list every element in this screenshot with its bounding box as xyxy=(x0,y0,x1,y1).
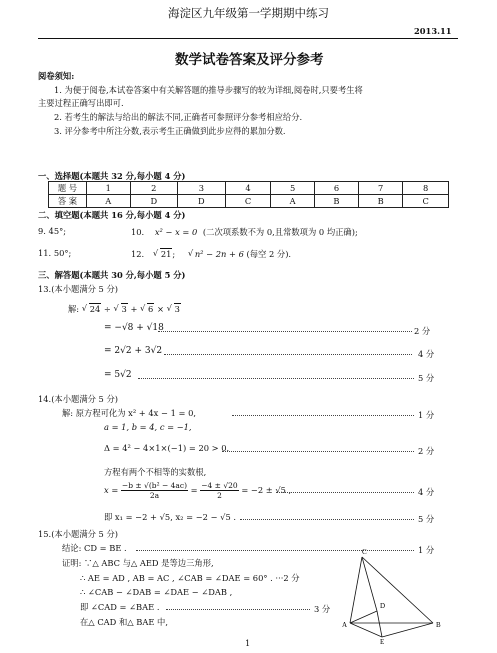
table-cell: 8 xyxy=(403,182,449,195)
table-cell: B xyxy=(314,195,358,208)
q13-solve-label: 解: xyxy=(68,304,80,314)
exam-header: 海淀区九年级第一学期期中练习 xyxy=(168,6,329,20)
table-cell: C xyxy=(225,195,271,208)
q14-mark-1: 1 分 xyxy=(418,410,435,420)
answer-q11: 11. 50°; xyxy=(38,248,72,258)
q15-line-5: 即 ∠CAD = ∠BAE . xyxy=(80,602,160,612)
table-cell: D xyxy=(130,195,178,208)
table-cell: C xyxy=(403,195,449,208)
sqrt-3: √ 3 xyxy=(114,304,128,314)
q15-line-1: 结论: CD = BE . xyxy=(62,543,127,553)
edge-be xyxy=(382,623,433,637)
q15-line-4: ∴ ∠CAB − ∠DAB = ∠DAE − ∠DAB , xyxy=(80,587,233,597)
section-fill-title: 二、填空题(本题共 16 分,每小题 4 分) xyxy=(38,210,186,220)
exam-date: 2013.11 xyxy=(414,26,452,36)
sqrt-3b: √ 3 xyxy=(167,304,181,314)
dotted-leader xyxy=(276,492,414,493)
q12-value-b: n² − 2n + 6 xyxy=(194,249,244,259)
q10-equation: x² − x = 0 xyxy=(154,227,198,237)
note-line-2: 主要过程正确写出即可. xyxy=(38,98,124,108)
dotted-leader xyxy=(138,378,414,379)
table-cell: 1 xyxy=(87,182,131,195)
q14-line-6: 即 x₁ = −2 + √5, x₂ = −2 − √5 . xyxy=(104,512,236,522)
q14-line-3: Δ = 4² − 4×1×(−1) = 20 > 0. xyxy=(104,443,230,453)
numeric-fraction: $\frac{-4 \pm √20}{2}$ xyxy=(201,481,238,500)
document-title: 数学试卷答案及评分参考 xyxy=(175,52,324,68)
row-label-answer: 答 案 xyxy=(49,195,87,208)
point-label-c: C xyxy=(362,548,367,556)
table-cell: 2 xyxy=(130,182,178,195)
note-line-3: 2. 若考生的解法与给出的解法不同,正确者可参照评分参考相应给分. xyxy=(54,112,303,122)
q15-line-2: 证明: ∵△ ABC 与△ AED 是等边三角形, xyxy=(62,558,214,568)
q15-line-6: 在△ CAD 和△ BAE 中, xyxy=(80,617,168,627)
q13-expression: 解: √ 24 ÷ √ 3 + √ 6 × √ 3 xyxy=(68,303,181,315)
q12-note: (每空 2 分). xyxy=(246,249,292,259)
table-cell: 3 xyxy=(178,182,226,195)
table-cell: A xyxy=(271,195,315,208)
q13-mark-3: 5 分 xyxy=(418,373,435,383)
point-label-e: E xyxy=(380,638,385,645)
q14-formula-lhs: x = xyxy=(104,485,119,495)
table-cell: A xyxy=(87,195,131,208)
notes-heading: 阅卷须知: xyxy=(38,71,75,81)
note-line-1: 1. 为便于阅卷,本试卷答案中有关解答题的推导步骤写的较为详细,阅卷时,只要考生将 xyxy=(54,85,363,95)
header-rule xyxy=(38,38,458,39)
quadratic-fraction: $\frac{\text{−b ± √(b² − 4ac)}}{2a}$ xyxy=(121,481,187,500)
table-row-answers xyxy=(49,195,449,208)
q13-label: 13.(本小题满分 5 分) xyxy=(38,284,119,294)
q12-sqrt-a xyxy=(153,249,173,259)
q10-note: (二次项系数不为 0,且常数项为 0 均正确); xyxy=(202,227,358,237)
row-label-question: 题 号 xyxy=(49,182,87,195)
q15-line-3: ∴ AE = AD , AB = AC , ∠CAB = ∠DAE = 60° . ···2 分 xyxy=(80,573,300,583)
dotted-leader xyxy=(164,354,412,355)
q14-line-1: 解: 原方程可化为 x² + 4x − 1 = 0, xyxy=(62,408,196,418)
q14-line-2: a = 1, b = 4, c = −1, xyxy=(104,422,192,432)
q13-mark-1: 2 分 xyxy=(414,326,431,336)
q14-mark-4: 5 分 xyxy=(418,514,435,524)
q14-mark-2: 2 分 xyxy=(418,446,435,456)
point-label-a: A xyxy=(342,621,348,629)
q15-mark-1: 1 分 xyxy=(418,545,435,555)
sqrt-6: √ 6 xyxy=(140,304,154,314)
section-choice-title: 一、选择题(本题共 32 分,每小题 4 分) xyxy=(38,171,186,181)
q14-formula xyxy=(104,481,291,500)
q12-sqrt-b xyxy=(188,249,244,259)
point-label-d: D xyxy=(380,602,386,610)
note-line-4: 3. 评分参考中所注分数,表示考生正确做到此步应得的累加分数. xyxy=(54,126,286,136)
q10-label: 10. xyxy=(131,227,145,237)
q13-step-2: = 2√2 + 3√2 xyxy=(104,346,163,356)
answer-q12: 12. √ 21; √ n² − 2n + 6 (每空 2 分). xyxy=(131,248,291,260)
point-label-b: B xyxy=(436,621,441,629)
q14-formula-eq: = xyxy=(190,485,198,495)
q15-mark-2: 3 分 xyxy=(314,604,331,614)
dotted-leader xyxy=(222,451,414,452)
page-number: 1 xyxy=(245,638,251,648)
dotted-leader xyxy=(240,519,414,520)
triangle-figure xyxy=(340,545,450,645)
table-cell: 5 xyxy=(271,182,315,195)
answer-q10 xyxy=(131,226,358,238)
table-cell: B xyxy=(359,195,403,208)
edge-ca xyxy=(350,557,362,623)
q14-label: 14.(本小题满分 5 分) xyxy=(38,394,119,404)
q14-line-4: 方程有两个不相等的实数根, xyxy=(104,467,207,477)
table-cell: 7 xyxy=(359,182,403,195)
q13-step-3: = 5√2 xyxy=(104,370,132,380)
section-solve-title: 三、解答题(本题共 30 分,每小题 5 分) xyxy=(38,270,186,280)
dotted-leader xyxy=(232,415,414,416)
edge-ae xyxy=(350,623,382,637)
table-cell: 6 xyxy=(314,182,358,195)
q13-step-1: = −√8 + √18 xyxy=(104,323,164,333)
edge-de xyxy=(377,611,382,637)
q14-mark-3: 4 分 xyxy=(418,487,435,497)
table-cell: D xyxy=(178,195,226,208)
edge-ad xyxy=(350,611,377,623)
q14-formula-result: = −2 ± √5 , xyxy=(241,485,292,495)
answer-q9: 9. 45°; xyxy=(38,226,67,236)
answer-table xyxy=(48,181,449,208)
q12-value-a: 21 xyxy=(160,249,172,259)
dotted-leader xyxy=(166,609,310,610)
q15-label: 15.(本小题满分 5 分) xyxy=(38,529,119,539)
table-cell: 4 xyxy=(225,182,271,195)
sqrt-24: √ 24 xyxy=(82,304,102,314)
q12-label: 12. xyxy=(131,249,145,259)
dotted-leader xyxy=(158,331,412,332)
table-row-numbers xyxy=(49,182,449,195)
q13-mark-2: 4 分 xyxy=(418,349,435,359)
edge-cd xyxy=(362,557,377,611)
